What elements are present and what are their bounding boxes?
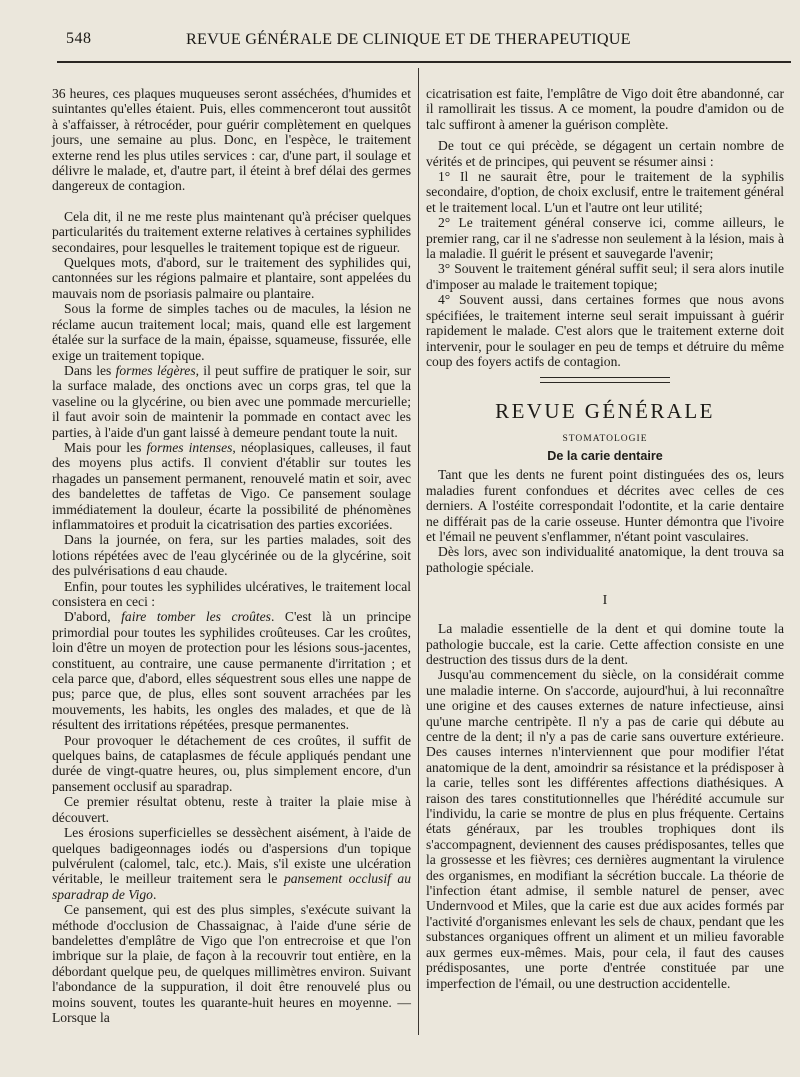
section-title: REVUE GÉNÉRALE <box>495 399 715 424</box>
left-column <box>52 86 411 1025</box>
paragraph: 36 heures, ces plaques muqueuses seront asséchées, d'humides et suintantes qu'elles étaient. Puis, elles commenceront tout aussitôt à s'affaisser, à rétrocéder, pour guérir complètement en quelques jours, une semaine au plus. Donc, en l'espèce, le traitement externe rend les plus utiles services : car, d'une part, il soulage et délivre le malade, et, d'autre part, il éteint à bref délai des germes dangereux de contagion. <box>52 86 411 194</box>
paragraph: Quelques mots, d'abord, sur le traitement des syphilides qui, cantonnées sur les régions palmaire et plantaire, sont appelées du mauvais nom de psoriasis palmaire ou plantaire. <box>52 255 411 301</box>
paragraph: Ce premier résultat obtenu, reste à traiter la plaie mise à découvert. <box>52 794 411 825</box>
header-rule <box>57 61 791 63</box>
text-run: . <box>152 886 157 902</box>
page-number: 548 <box>66 30 92 47</box>
rubric-label: STOMATOLOGIE <box>562 434 648 445</box>
paragraph: Jusqu'au commencement du siècle, on la considérait comme une maladie interne. On s'accorde, aujourd'hui, à lui reconnaître une origine et des causes externes de nature infectieuse, ainsi qu'une marche centripète. Il n'y a pas de carie qui débute au centre de la dent; il n'y a pas de carie sans ouverture extérieure. Des causes internes n'interviennent que pour modifier l'état anatomique de la dent, amoindrir sa résistance et la prédisposer à la carie, telles sont les différentes affections diathésiques. A raison des tares constitutionnelles que l'hérédité accumule sur l'individu, la carie se montre de plus en plus fréquente. Certains états généraux, par les troubles trophiques dont ils s'accompagnent, deviennent des causes prédisposantes, telles que la grossesse et les fièvres; ces dernières augmentant la virulence des organismes, en modifiant la sécrétion buccale. La théorie de l'infection étant admise, il semble naturel de penser, avec Undernvood et Miles, que la carie est due aux acides formés par l'activité d'organismes enlevant les sels de chaux, pendant que les substances organiques offrent un aliment et un milieu favorable aux germes eux-mêmes. Mais, pour cela, il faut des causes prédisposantes, une porte d'entrée constituée par une imperfection de l'émail, ou une destruction accidentelle. <box>426 667 784 991</box>
paragraph: Dans la journée, on fera, sur les parties malades, soit des lotions répétées avec de l'eau glycérinée ou de la glycérine, soit des pulvérisations d eau chaude. <box>52 532 411 579</box>
text-run: , il peut suffire de pratiquer le soir, sur la surface malade, des onctions avec un corps gras, tel que la vaseline ou la glycérine, ou bien avec une pommade mercurielle; il faut avoir soin de maintenir la pommade en contact avec les parties, à l'aide d'un gant laissé à demeure pendant toute la nuit. <box>52 362 411 440</box>
text-run: , néoplasiques, calleuses, il faut des moyens plus actifs. Il convient d'établir sur toutes les rhagades un pansement permanent, renouvelé matin et soir, avec des bandelettes de taffetas de Vigo. Ce pansement soulage immédiatement la douleur, écarte la possibilité de phénomènes inflammatoires et produit la cicatrisation des parties excoriées. <box>52 439 411 532</box>
paragraph: Enfin, pour toutes les syphilides ulcératives, le traitement local consistera en ceci : <box>52 578 411 609</box>
section-separator <box>540 377 670 383</box>
paragraph: De tout ce qui précède, se dégagent un certain nombre de vérités et de principes, qui peuvent se résumer ainsi : <box>426 138 784 169</box>
paragraph: 1° Il ne saurait être, pour le traitement de la syphilis secondaire, d'option, de choix exclusif, entre le traitement général et le traitement local. L'un et l'autre ont leur utilité; <box>426 169 784 215</box>
paragraph: 2° Le traitement général conserve ici, comme ailleurs, le premier rang, car il ne s'adresse non seulement à la lésion, mais à la maladie. Il guérit le présent et sauvegarde l'avenir; <box>426 215 784 262</box>
paragraph: Cela dit, il ne me reste plus maintenant qu'à préciser quelques particularités du traitement externe relatives à certaines syphilides secondaires, pour lesquelles le traitement topique est de rigueur. <box>52 208 411 255</box>
paragraph <box>52 440 411 532</box>
paragraph: La maladie essentielle de la dent et qui domine toute la pathologie buccale, est la carie. Cette affection consiste en une destruction des tissus durs de la dent. <box>426 621 784 667</box>
running-title: REVUE GÉNÉRALE DE CLINIQUE ET DE THERAPEUTIQUE <box>186 30 631 48</box>
text-run: D'abord, <box>64 609 122 625</box>
italic-phrase: formes intenses <box>146 439 233 455</box>
text-run: Dans les <box>64 362 116 378</box>
section-numeral: I <box>602 593 608 609</box>
paragraph <box>52 363 411 440</box>
text-run: Les érosions superficielles se dessèchent aisément, à l'aide de quelques badigeonnages iodés ou d'aspersions d'un topique pulvérulent (calomel, talc, etc.). Mais, s'il existe une ulcération véritable, le meilleur traitement sera le <box>52 825 411 887</box>
article-title: De la carie dentaire <box>547 449 663 464</box>
paragraph: Sous la forme de simples taches ou de macules, la lésion ne réclame aucun traitement local; mais, quand elle est largement étalée sur la surface de la main, épaisse, squameuse, fissurée, elle exige un traitement topique. <box>52 301 411 363</box>
paragraph: Tant que les dents ne furent point distinguées des os, leurs maladies furent confondues et décrites avec celles de ces derniers. A l'ostéite correspondait l'odontite, et la carie dentaire ne différait pas de la carie osseuse. Hunter démontra que l'ivoire et l'émail ne peuvent s'enflammer, n'étant point vasculaires. <box>426 467 784 544</box>
column-divider <box>418 68 419 1035</box>
italic-phrase: pansement occlusif au sparadrap de Vigo <box>52 871 411 902</box>
paragraph <box>52 609 411 732</box>
right-column <box>426 86 784 991</box>
text-run: . C'est là un principe primordial pour toutes les syphilides croûteuses. Car les croûtes, loin d'être un moyen de protection pour les lésions sous-jacentes, constituent, au contraire, une cause permanente d'irritation ; et cela parce que, d'abord, elles séquestrent sous elles une nappe de pus; parce que, de plus, elles sont souvent arrachées par les mouvements, les habits, les ongles des malades, et que de là résultent des irritations répétées, presque permanentes. <box>52 609 411 733</box>
text-run: Mais pour les <box>64 439 147 455</box>
italic-phrase: faire tomber les croûtes <box>121 609 271 625</box>
paragraph: Dès lors, avec son individualité anatomique, la dent trouva sa pathologie spéciale. <box>426 544 784 575</box>
paragraph: Ce pansement, qui est des plus simples, s'exécute suivant la méthode d'occlusion de Chassaignac, à l'aide d'une série de bandelettes d'emplâtre de Vigo que l'on entrecroise et que l'on imbrique sur la plaie, de façon à la recouvrir tout entière, en la débordant quelque peu, de quelques millimètres environ. Suivant l'abondance de la suppuration, il doit être renouvelé plus ou moins souvent, toutes les quarante-huit heures en moyenne. — Lorsque la <box>52 902 411 1025</box>
page-header <box>66 30 790 52</box>
paragraph: cicatrisation est faite, l'emplâtre de Vigo doit être abandonné, car il ramollirait les tissus. A ce moment, la poudre d'amidon ou de talc suffiront à amener la guérison complète. <box>426 86 784 132</box>
italic-phrase: formes légères <box>115 362 196 378</box>
paragraph: 3° Souvent le traitement général suffit seul; il sera alors inutile d'imposer au malade le traitement topique; <box>426 261 784 292</box>
paragraph <box>52 825 411 902</box>
paragraph: Pour provoquer le détachement de ces croûtes, il suffit de quelques bains, de cataplasmes de fécule appliqués pendant une durée de vingt-quatre heures, ou, plus simplement encore, d'un pansement occlusif au sparadrap. <box>52 732 411 794</box>
paragraph: 4° Souvent aussi, dans certaines formes que nous avons spécifiées, le traitement interne seul serait impuissant à guérir rapidement le malade. C'est alors que le traitement externe doit intervenir, pour le soulager en peu de temps et détruire du même coup des foyers actifs de contagion. <box>426 292 784 369</box>
